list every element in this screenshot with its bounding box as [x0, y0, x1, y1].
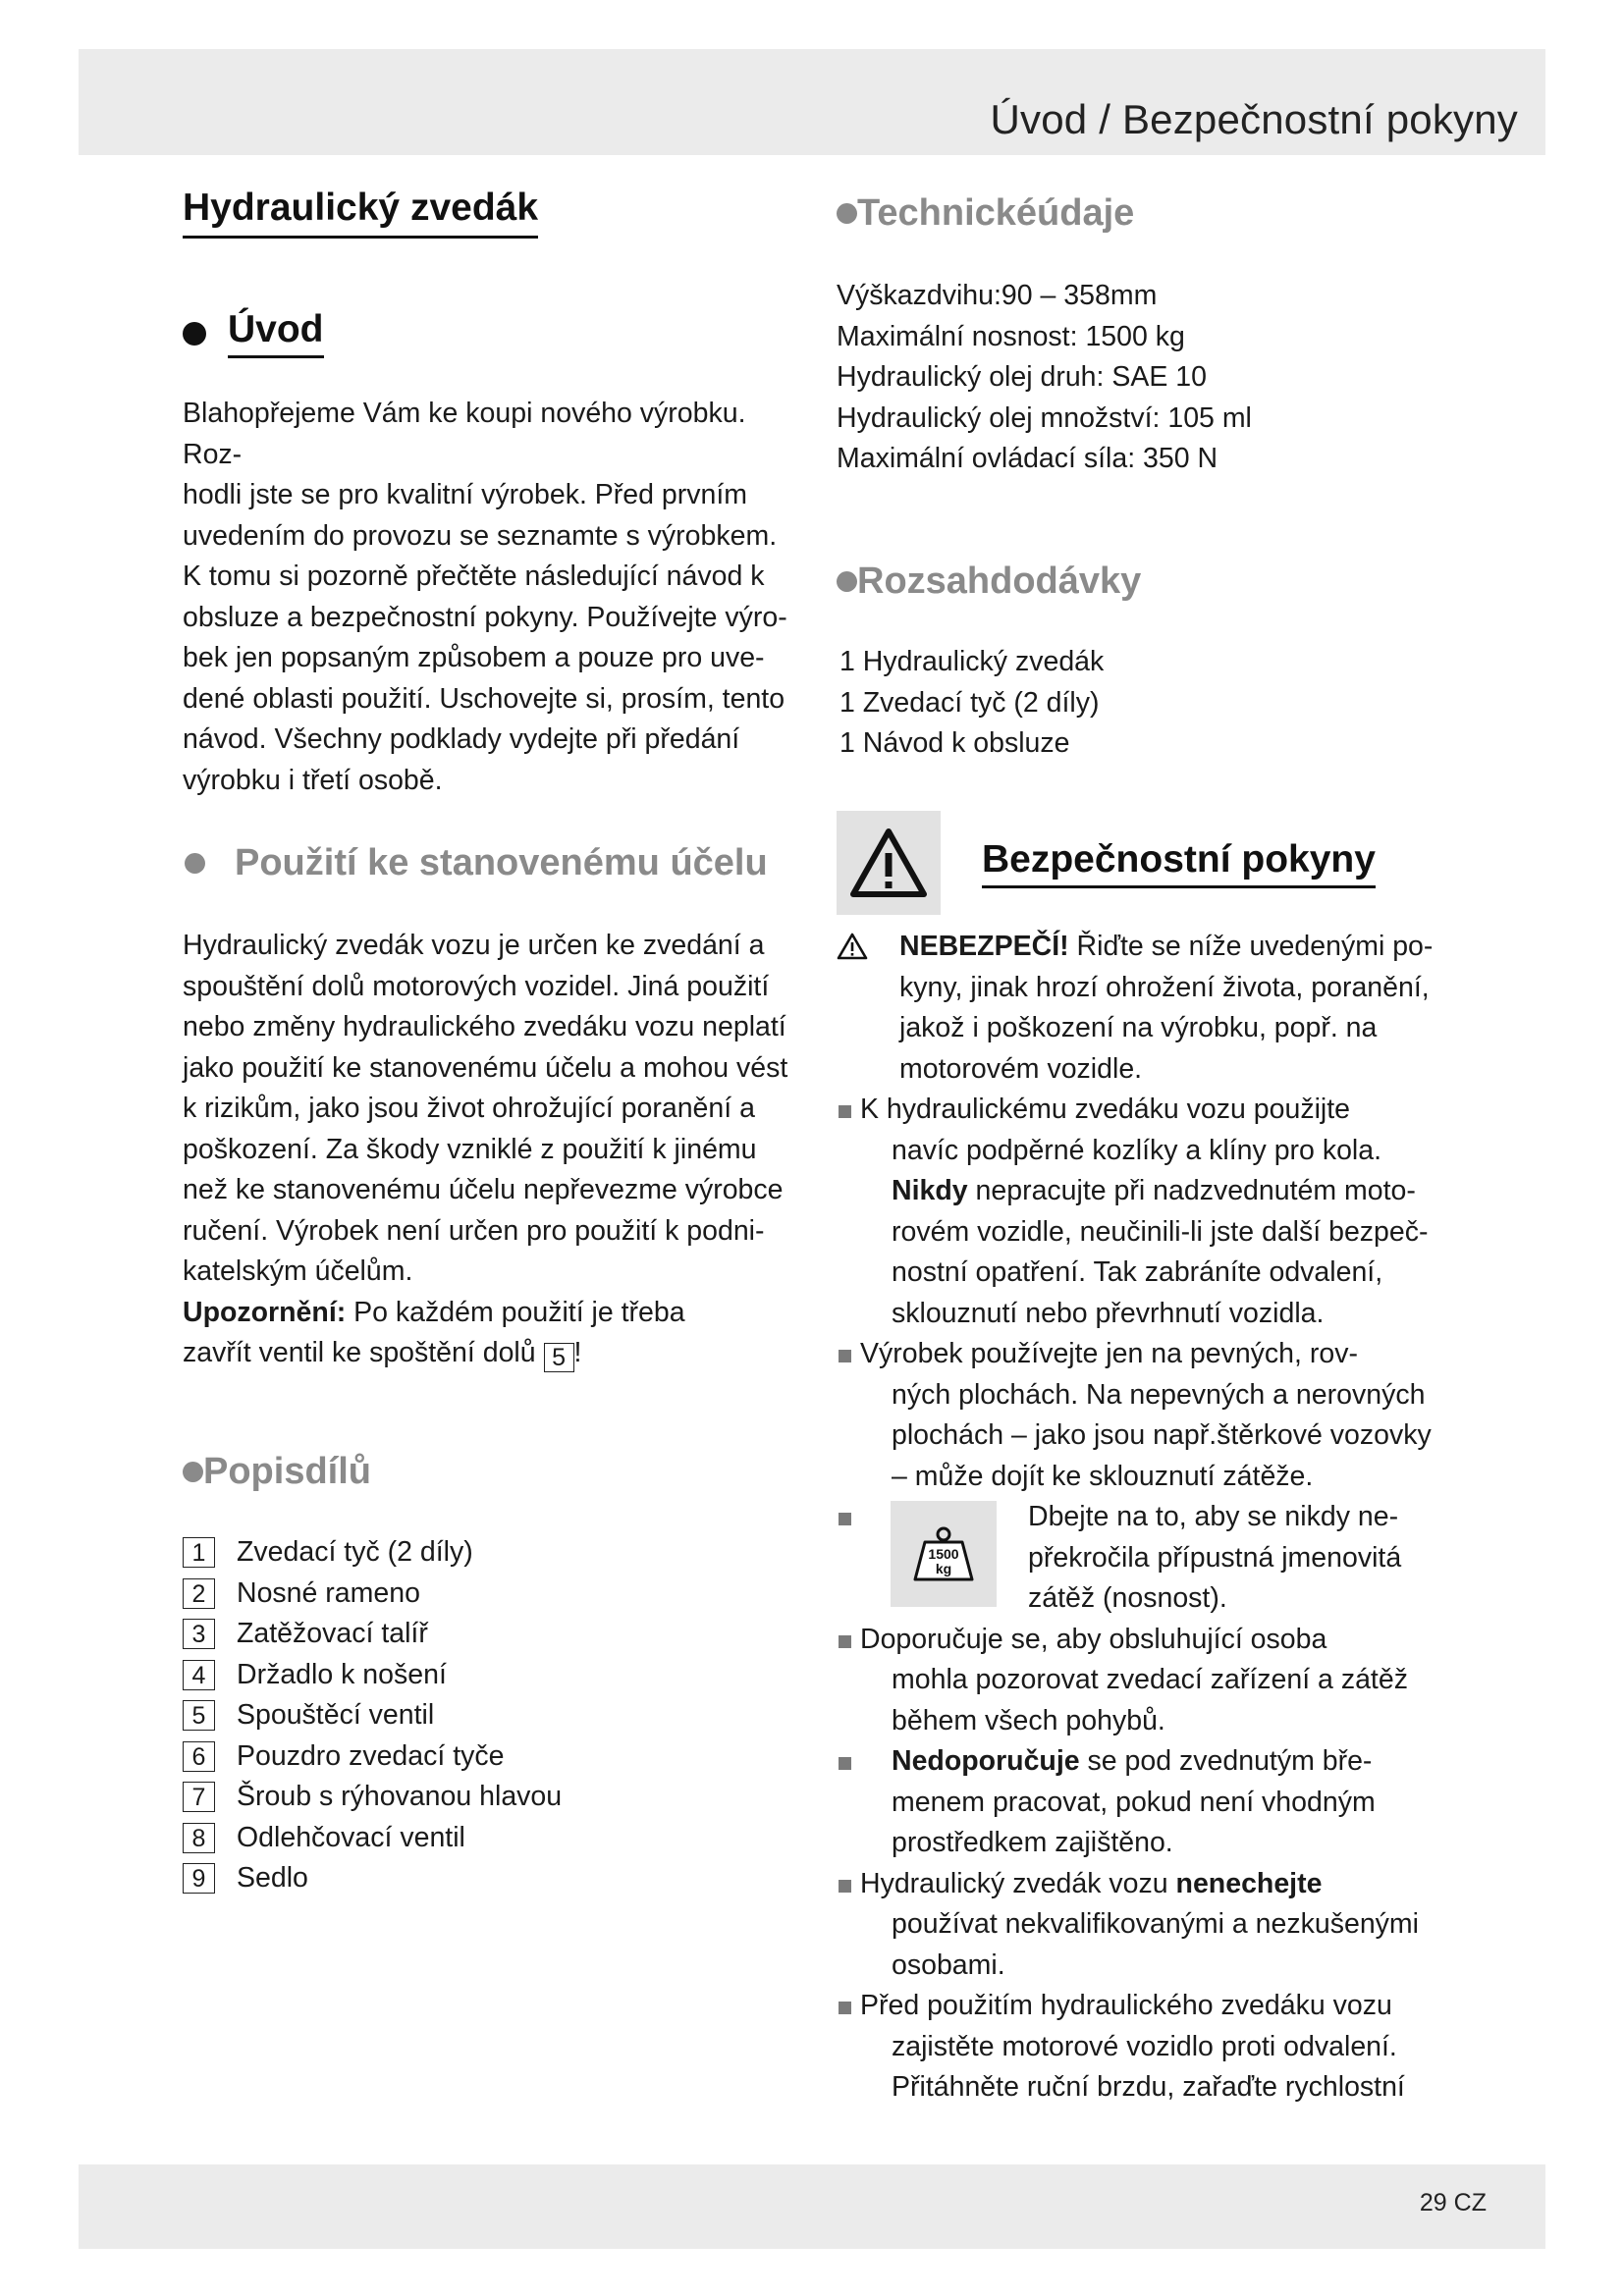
warning-icon-box [837, 811, 941, 915]
part-number: 6 [183, 1741, 215, 1772]
part-label: Šroub s rýhovanou hlavou [237, 1781, 563, 1813]
weight-load-icon [911, 1524, 976, 1583]
section-bullet-icon [837, 571, 857, 592]
text-line: výrobku i třetí osobě. [183, 764, 443, 796]
intro-heading [183, 308, 324, 358]
load-icon-unit: kg [935, 1561, 952, 1576]
safety-line: mohla pozorovat zvedací zařízení a zátěž [892, 1664, 1408, 1695]
text-line: než ke stanovenému účelu nepřevezme výrobce [183, 1174, 784, 1205]
intro-text [183, 394, 811, 801]
text-line: K tomu si pozorně přečtěte následující návod k [183, 561, 765, 592]
part-number: 9 [183, 1863, 215, 1894]
bold-word: Nedoporučuje [892, 1745, 1080, 1777]
danger-text: Řiďte se níže uvedenými po- [1068, 931, 1434, 962]
text-line: Hydraulický zvedák vozu je určen ke zvedání a [183, 930, 765, 961]
page-number: 29 CZ [1419, 2189, 1487, 2216]
text-line: ručení. Výrobek není určen pro použití k podni- [183, 1214, 765, 1247]
safety-heading [837, 811, 1376, 915]
parts-heading [183, 1451, 371, 1493]
spec-line: Výškazdvihu:90 – 358mm [837, 280, 1158, 311]
part-label: Pouzdro zvedací tyče [237, 1739, 505, 1772]
safety-item [837, 1864, 1475, 1987]
safety-line: zátěž (nosnost). [1028, 1582, 1227, 1614]
safety-line: používat nekvalifikovanými a nezkušenými [892, 1908, 1420, 1940]
warning-triangle-icon [837, 933, 868, 960]
text-line: uvedením do provozu se seznamte s výrobkem. [183, 519, 778, 552]
warning-triangle-icon [849, 828, 928, 898]
delivery-item: 1 Hydraulický zvedák [839, 646, 1105, 677]
text-line: katelským účelům. [183, 1255, 413, 1287]
part-label: Držadlo k nošení [237, 1658, 447, 1690]
part-ref-box: 5 [544, 1343, 574, 1372]
list-item [183, 1614, 562, 1655]
text-line: poškození. Za škody vzniklé z použití k jinému [183, 1133, 757, 1165]
list-item [183, 1736, 562, 1778]
list-item [183, 1655, 562, 1696]
list-item [183, 1574, 562, 1615]
section-bullet-icon [183, 1462, 203, 1482]
text-line: dené oblasti použití. Uschovejte si, prosím, tento [183, 682, 785, 715]
safety-items [837, 927, 1475, 2109]
safety-item [837, 1741, 1475, 1864]
square-bullet-icon [839, 1105, 851, 1118]
list-item [183, 1858, 562, 1899]
text-line: nebo změny hydraulického zvedáku vozu neplatí [183, 1011, 786, 1042]
safety-line: nostní opatření. Tak zabráníte odvalení, [892, 1256, 1383, 1288]
intro-title: Úvod [228, 308, 324, 358]
delivery-list [839, 642, 1468, 765]
bold-word: nenechejte [1175, 1867, 1323, 1899]
safety-line: Přitáhněte ruční brzdu, zařaďte rychlostní [892, 2071, 1405, 2103]
square-bullet-icon [839, 1513, 851, 1525]
danger-line: kyny, jinak hrozí ohrožení života, poranění, [899, 971, 1430, 1003]
safety-line: menem pracovat, pokud není vhodným [892, 1786, 1376, 1818]
safety-title: Bezpečnostní pokyny [982, 838, 1376, 888]
list-item [183, 1777, 562, 1818]
main-title: Hydraulický zvedák [183, 187, 538, 239]
use-title: Použití ke stanovenému účelu [235, 842, 768, 883]
footer-band [79, 2164, 1545, 2249]
safety-item [837, 1986, 1475, 2109]
safety-line: Před použitím hydraulického zvedáku vozu [860, 1990, 1392, 2021]
spec-line: Maximální ovládací síla: 350 N [837, 443, 1218, 474]
part-label: Odlehčovací ventil [237, 1821, 465, 1853]
square-bullet-icon [839, 1757, 851, 1770]
safety-item [837, 1334, 1475, 1497]
danger-line: jakož i poškození na výrobku, popř. na [899, 1012, 1378, 1043]
part-label: Zvedací tyč (2 díly) [237, 1536, 473, 1569]
square-bullet-icon [839, 1880, 851, 1893]
text-line: hodli jste se pro kvalitní výrobek. Před prvním [183, 479, 747, 510]
text-line: bek jen popsaným způsobem a pouze pro uve- [183, 642, 765, 673]
part-number: 5 [183, 1700, 215, 1731]
parts-title: Popisdílů [203, 1451, 371, 1492]
safety-line: – může dojít ke sklouznutí zátěže. [892, 1460, 1314, 1492]
use-heading [185, 842, 768, 884]
part-number: 8 [183, 1823, 215, 1853]
part-label: Spouštěcí ventil [237, 1699, 435, 1732]
safety-line: ných plochách. Na nepevných a nerovných [892, 1378, 1426, 1411]
safety-item [837, 1497, 1475, 1620]
bold-word: Nikdy [892, 1175, 968, 1206]
safety-item [837, 1090, 1475, 1334]
safety-text: Hydraulický zvedák vozu [860, 1867, 1176, 1899]
delivery-item: 1 Zvedací tyč (2 díly) [839, 686, 1100, 719]
use-text [183, 926, 811, 1374]
safety-line: navíc podpěrné kozlíky a klíny pro kola. [892, 1134, 1382, 1166]
text-line: jako použití ke stanovenému účelu a mohou vést [183, 1051, 788, 1084]
text-line: obsluze a bezpečnostní pokyny. Používejte výro- [183, 601, 787, 633]
spec-line: Hydraulický olej druh: SAE 10 [837, 361, 1208, 393]
part-number: 3 [183, 1619, 215, 1649]
safety-line: během všech pohybů. [892, 1704, 1165, 1736]
part-label: Nosné rameno [237, 1576, 420, 1609]
part-number: 4 [183, 1660, 215, 1690]
safety-line: zajistěte motorové vozidlo proti odvalení. [892, 2030, 1397, 2062]
safety-line: Dbejte na to, aby se nikdy ne- [1028, 1501, 1399, 1532]
safety-line: plochách – jako jsou např.štěrkové vozovky [892, 1419, 1432, 1451]
safety-text: se pod zvednutým bře- [1079, 1745, 1373, 1777]
safety-line: Doporučuje se, aby obsluhující osoba [860, 1623, 1327, 1655]
load-icon-value: 1500 [928, 1546, 959, 1562]
note-line [183, 1333, 811, 1374]
text-line: Blahopřejeme Vám ke koupi nového výrobku. Roz- [183, 398, 746, 470]
safety-text: nepracujte při nadzvednutém moto- [967, 1175, 1416, 1206]
section-bullet-icon [183, 322, 206, 346]
tech-title: Technickéúdaje [857, 192, 1135, 234]
danger-label: NEBEZPEČÍ! [899, 931, 1069, 962]
main-title-block [183, 187, 538, 239]
spec-line: Hydraulický olej množství: 105 ml [837, 401, 1252, 434]
safety-line: osobami. [892, 1949, 1005, 1981]
delivery-item: 1 Návod k obsluze [839, 727, 1070, 759]
text-line: k rizikům, jako jsou život ohrožující poranění a [183, 1093, 755, 1124]
parts-list [183, 1532, 562, 1899]
part-number: 2 [183, 1578, 215, 1609]
tech-heading [837, 192, 1134, 235]
danger-line: motorovém vozidle. [899, 1052, 1143, 1085]
load-icon-box [891, 1501, 997, 1607]
safety-item [837, 1620, 1475, 1742]
page-header-title: Úvod / Bezpečnostní pokyny [990, 96, 1518, 142]
note-text: zavřít ventil ke spoštění dolů [183, 1337, 544, 1368]
square-bullet-icon [839, 1635, 851, 1648]
section-bullet-icon [837, 203, 857, 224]
part-number: 7 [183, 1782, 215, 1812]
safety-line: sklouznutí nebo převrhnutí vozidla. [892, 1297, 1325, 1329]
section-bullet-icon [185, 853, 205, 874]
text-line: spouštění dolů motorových vozidel. Jiná použití [183, 970, 770, 1002]
list-item [183, 1532, 562, 1574]
square-bullet-icon [839, 2002, 851, 2014]
tech-specs [837, 276, 1465, 480]
square-bullet-icon [839, 1350, 851, 1362]
safety-line: K hydraulickému zvedáku vozu použijte [860, 1094, 1351, 1125]
part-label: Zatěžovací talíř [237, 1618, 428, 1650]
text-line: návod. Všechny podklady vydejte při předání [183, 723, 740, 755]
note-line [183, 1293, 811, 1334]
note-text: Po každém použití je třeba [346, 1296, 685, 1328]
safety-line: Výrobek používejte jen na pevných, rov- [860, 1338, 1358, 1369]
safety-line: rovém vozidle, neučinili-li jste další bezpeč- [892, 1215, 1429, 1248]
delivery-title: Rozsahdodávky [857, 561, 1142, 602]
part-label: Sedlo [237, 1862, 308, 1895]
safety-line: překročila přípustná jmenovitá [1028, 1541, 1402, 1574]
spec-line: Maximální nosnost: 1500 kg [837, 320, 1185, 352]
note-end: ! [573, 1337, 582, 1368]
note-label: Upozornění: [183, 1296, 347, 1328]
list-item [183, 1818, 562, 1859]
part-number: 1 [183, 1537, 215, 1568]
danger-item [837, 927, 1475, 1090]
list-item [183, 1695, 562, 1736]
delivery-heading [837, 561, 1141, 603]
safety-line: prostředkem zajištěno. [892, 1827, 1173, 1858]
